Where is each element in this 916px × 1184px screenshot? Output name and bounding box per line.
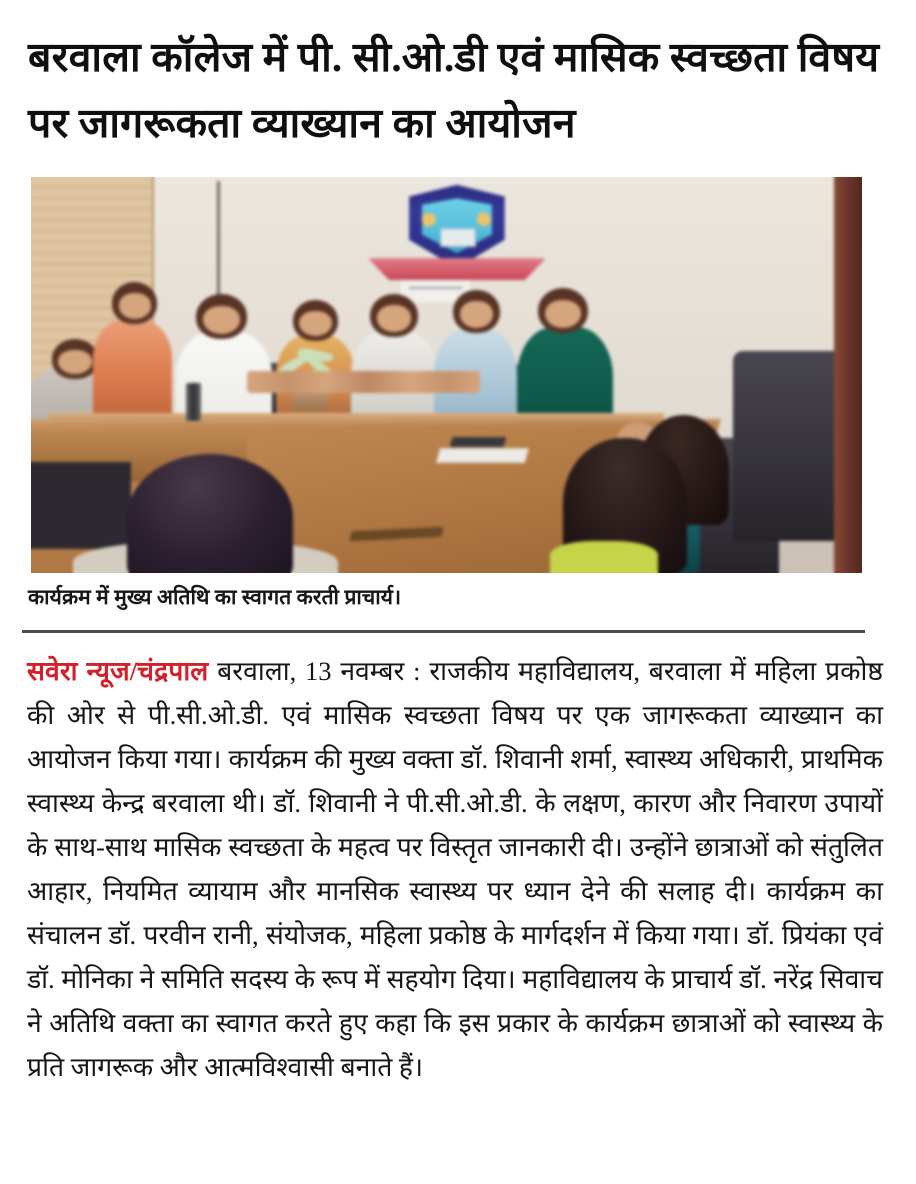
chair bbox=[733, 351, 841, 541]
woman-orange-dupatta bbox=[93, 320, 172, 423]
horizontal-divider bbox=[22, 630, 865, 633]
dateline-text: बरवाला, 13 नवम्बर : bbox=[217, 656, 421, 686]
water-bottle bbox=[186, 383, 202, 421]
photo-caption: कार्यक्रम में मुख्य अतिथि का स्वागत करती प्राचार्य। bbox=[28, 585, 402, 609]
head bbox=[196, 294, 248, 340]
face bbox=[299, 311, 332, 337]
foreground-person-head bbox=[127, 454, 293, 573]
face bbox=[545, 300, 581, 328]
head bbox=[538, 288, 588, 334]
byline: सवेरा न्यूज/चंद्रपाल bbox=[27, 656, 209, 686]
face bbox=[203, 306, 240, 334]
article-photo bbox=[31, 177, 862, 573]
college-emblem-icon bbox=[409, 185, 505, 268]
handshake-hands bbox=[247, 371, 480, 393]
emblem-ribbon-banner bbox=[368, 258, 547, 280]
wooden-pillar bbox=[834, 177, 862, 573]
face bbox=[377, 305, 412, 332]
table-dark-panel bbox=[31, 462, 131, 549]
body-copy: राजकीय महाविद्यालय, बरवाला में महिला प्रकोष्ठ की ओर से पी.सी.ओ.डी. एवं मासिक स्वच्छता विषय पर एक जागरूकता व्याख्यान का आयोजन किया गया। कार्यक्रम की मुख्य वक्ता डॉ. शिवानी शर्मा, स्वास्थ्य अधिकारी, प्राथमिक स्वास्थ्य केन्द्र बरवाला थी। डॉ. शिवानी ने पी.सी.ओ.डी. के लक्षण, कारण और निवारण उपायों के साथ-साथ मासिक स्वच्छता के महत्व पर विस्तृत जानकारी दी। उन्होंने छात्राओं को संतुलित आहार, नियमित व्यायाम और मानसिक स्वास्थ्य पर ध्यान देने की सलाह दी। कार्यक्रम का संचालन डॉ. परवीन रानी, संयोजक, महिला प्रकोष्ठ के मार्गदर्शन में किया गया। डॉ. प्रियंका एवं डॉ. मोनिका ने समिति सदस्य के रूप में सहयोग दिया। महाविद्यालय के प्राचार्य डॉ. नरेंद्र सिवाच ने अतिथि वक्ता का स्वागत करते हुए कहा कि इस प्रकार के कार्यक्रम छात्राओं को स्वास्थ्य के प्रति जागरूक और आत्मविश्वासी बनाते हैं। bbox=[27, 656, 883, 1082]
device-on-table bbox=[449, 437, 506, 447]
head bbox=[52, 339, 99, 379]
face bbox=[58, 350, 92, 375]
paper-on-table bbox=[436, 448, 529, 463]
dateline bbox=[208, 656, 217, 686]
seated-woman-yellow-top bbox=[550, 541, 658, 573]
head bbox=[370, 294, 418, 338]
head bbox=[453, 290, 500, 334]
face bbox=[119, 293, 151, 319]
article-body bbox=[27, 650, 883, 1090]
emblem-badge bbox=[440, 228, 476, 247]
photo-scene bbox=[31, 177, 862, 573]
head bbox=[293, 300, 339, 342]
article-headline: बरवाला कॉलेज में पी. सी.ओ.डी एवं मासिक स्वच्छता विषय पर जागरूकता व्याख्यान का आयोजन bbox=[28, 34, 880, 147]
face bbox=[460, 301, 494, 328]
head bbox=[112, 282, 157, 324]
